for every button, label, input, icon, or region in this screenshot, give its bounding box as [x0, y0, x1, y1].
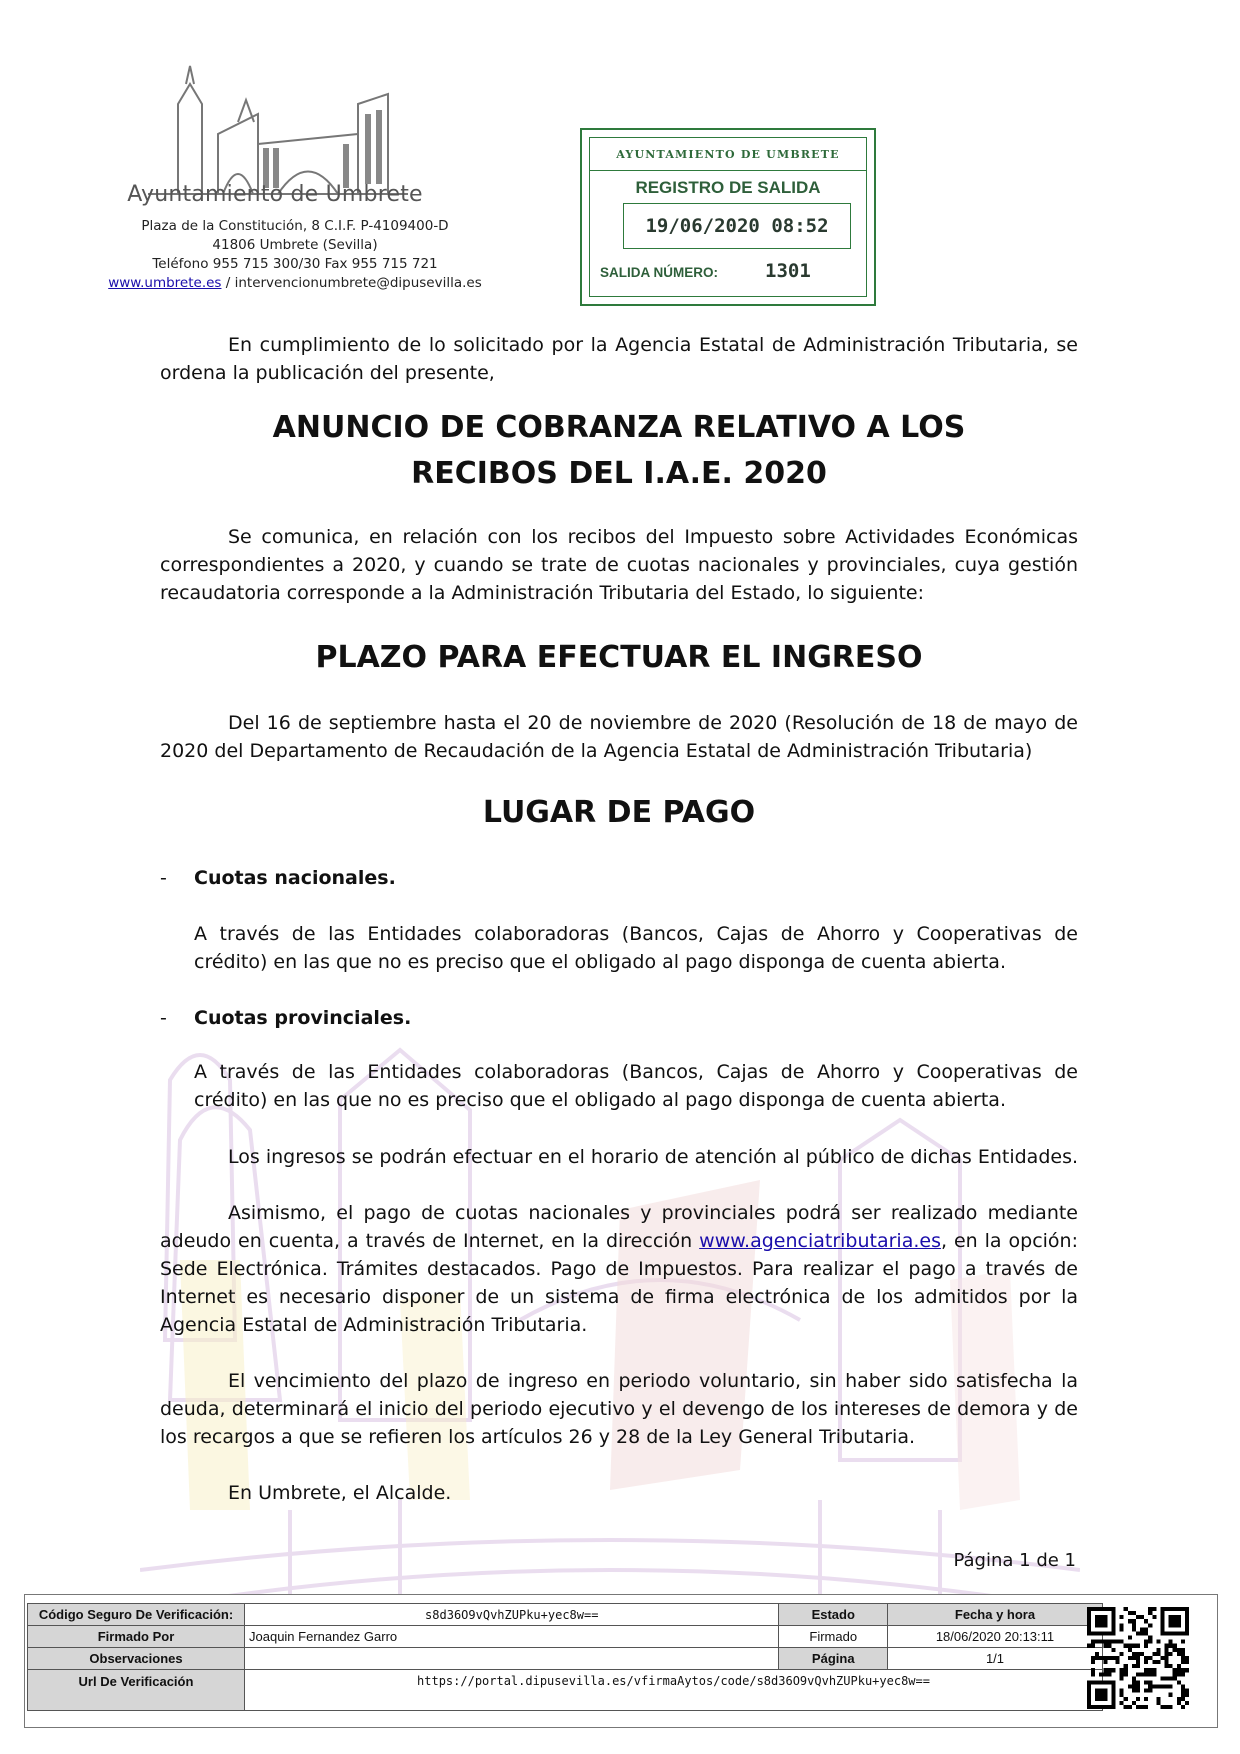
email-text: / intervencionumbrete@dipusevilla.es	[221, 275, 482, 291]
url-label: Url De Verificación	[28, 1670, 245, 1711]
vencimiento-paragraph: El vencimiento del plazo de ingreso en periodo voluntario, sin haber sido satisfecha la deuda, determinará el inicio del periodo ejecutivo y el devengo de los intereses de demora y de los recargos a que se refieren los artículos 26 y 28 de la Ley General Tributaria.	[160, 1370, 1078, 1448]
address-line: 41806 Umbrete (Sevilla)	[212, 237, 378, 253]
agencia-link[interactable]: www.agenciatributaria.es	[699, 1230, 941, 1252]
csv-label: Código Seguro De Verificación:	[28, 1604, 245, 1626]
bullet-provinciales: - Cuotas provinciales.	[160, 1007, 412, 1029]
bullet-nacionales: - Cuotas nacionales.	[160, 867, 396, 889]
observaciones-value	[245, 1648, 779, 1670]
plazo-paragraph: Del 16 de septiembre hasta el 20 de noviembre de 2020 (Resolución de 18 de mayo de 2020 del Departamento de Recaudación de la Agencia Estatal de Administración Tributaria)	[160, 712, 1078, 762]
contact-line	[80, 275, 510, 291]
phone-line: Teléfono 955 715 300/30 Fax 955 715 721	[152, 256, 438, 272]
csv-value: s8d36O9vQvhZUPku+yec8w==	[245, 1604, 779, 1626]
ingresos-paragraph: Los ingresos se podrán efectuar en el horario de atención al público de dichas Entidades.	[228, 1146, 1079, 1168]
estado-value: Firmado	[779, 1626, 888, 1648]
signature-block	[24, 1594, 1218, 1728]
heading-plazo: PLAZO PARA EFECTUAR EL INGRESO	[315, 640, 923, 675]
bullet-nacionales-text: A través de las Entidades colaboradoras (Bancos, Cajas de Ahorro y Cooperativas de crédito) en las que no es preciso que el obligado al pago disponga de cuenta abierta.	[194, 923, 1078, 973]
address-line: Plaza de la Constitución, 8 C.I.F. P-4109400-D	[141, 218, 449, 234]
fecha-value: 18/06/2020 20:13:11	[887, 1626, 1102, 1648]
intro-paragraph-2: Se comunica, en relación con los recibos del Impuesto sobre Actividades Económicas correspondientes a 2020, y cuando se trate de cuotas nacionales y provinciales, cuya gestión recaudatoria corresponde a la Administración Tributaria del Estado, lo siguiente:	[160, 526, 1078, 604]
stamp-datetime: 19/06/2020 08:52	[623, 203, 851, 249]
url-value[interactable]: https://portal.dipusevilla.es/vfirmaAytos/code/s8d36O9vQvhZUPku+yec8w==	[245, 1670, 1103, 1711]
stamp-number: 1301	[765, 260, 811, 282]
website-link[interactable]: www.umbrete.es	[108, 275, 222, 291]
registry-stamp	[580, 128, 876, 306]
bullet-provinciales-text: A través de las Entidades colaboradoras (Bancos, Cajas de Ahorro y Cooperativas de crédito) en las que no es preciso que el obligado al pago disponga de cuenta abierta.	[194, 1061, 1078, 1111]
stamp-number-label: SALIDA NÚMERO:	[600, 265, 718, 280]
pagina-label: Página	[779, 1648, 888, 1670]
closing-line: En Umbrete, el Alcalde.	[228, 1482, 452, 1504]
observaciones-label: Observaciones	[28, 1648, 245, 1670]
intro-paragraph: En cumplimiento de lo solicitado por la Agencia Estatal de Administración Tributaria, se ordena la publicación del presente,	[160, 334, 1078, 384]
estado-label: Estado	[779, 1604, 888, 1626]
stamp-town: AYUNTAMIENTO DE UMBRETE	[616, 148, 840, 161]
firmado-label: Firmado Por	[28, 1626, 245, 1648]
heading-lugar: LUGAR DE PAGO	[482, 795, 756, 830]
stamp-title: REGISTRO DE SALIDA	[635, 178, 821, 197]
org-name: Ayuntamiento de Umbrete	[127, 182, 423, 207]
title-line: RECIBOS DEL I.A.E. 2020	[411, 456, 827, 491]
asimismo-paragraph: Asimismo, el pago de cuotas nacionales y provinciales podrá ser realizado mediante adeudo en cuenta, a través de Internet, en la dirección www.agenciatributaria.es, en la opción: Sede Electrónica. Trámites destacados. Pago de Impuestos. Para realizar el pago a través de Internet es necesario disponer de un sistema de firma electrónica de los admitidos por la Agencia Estatal de Administración Tributaria.	[160, 1202, 1078, 1336]
pagina-value: 1/1	[887, 1648, 1102, 1670]
title-line: ANUNCIO DE COBRANZA RELATIVO A LOS	[272, 410, 966, 445]
fecha-label: Fecha y hora	[887, 1604, 1102, 1626]
qr-code-icon	[1087, 1607, 1189, 1709]
signature-table	[27, 1603, 1103, 1711]
firmado-value: Joaquin Fernandez Garro	[245, 1626, 779, 1648]
page-number: Página 1 de 1	[953, 1550, 1076, 1571]
